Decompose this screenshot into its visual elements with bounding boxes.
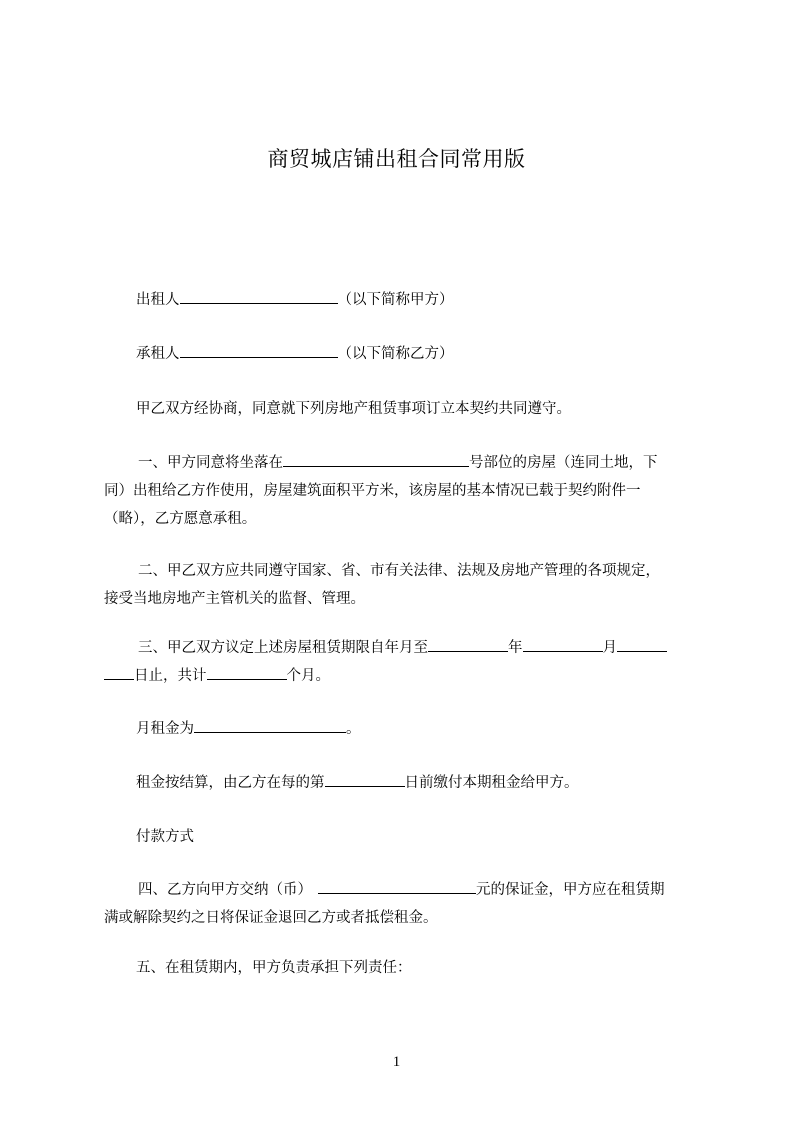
clause-3-year: 年 [508, 640, 523, 656]
lessor-label: 出租人 [136, 292, 180, 308]
clause-2-line-2: 接受当地房地产主管机关的监督、管理。 [104, 591, 365, 607]
clause-2 [104, 557, 704, 613]
clause-4-text-b: 元的保证金，甲方应在租赁期 [476, 882, 665, 898]
clause-3-months-blank[interactable] [207, 664, 287, 680]
payment-method: 付款方式 [136, 829, 194, 845]
clause-4 [104, 876, 704, 932]
clause-1 [104, 449, 704, 533]
clause-1-text-a: 一、甲方同意将坐落在 [138, 455, 283, 471]
payment-day-blank[interactable] [325, 771, 405, 787]
lessor-suffix: （以下简称甲方） [337, 292, 454, 308]
clause-3-blank-3b[interactable] [104, 664, 134, 680]
page-number: 1 [392, 1054, 401, 1070]
clause-2-line-1: 二、甲乙双方应共同遵守国家、省、市有关法律、法规及房地产管理的各项规定， [138, 563, 660, 579]
clause-4-deposit-blank[interactable] [318, 878, 476, 894]
clause-4-line-2: 满或解除契约之日将保证金退回乙方或者抵偿租金。 [104, 910, 438, 926]
payment-text-b: 日前缴付本期租金给甲方。 [404, 775, 579, 791]
clause-3-text-b: 日止，共计 [134, 668, 207, 684]
rent-label: 月租金为 [136, 721, 194, 737]
rent-end: 。 [346, 721, 361, 737]
clause-4-text-a: 四、乙方向甲方交纳（币） [138, 882, 312, 898]
payment-line [136, 769, 736, 797]
clause-1-text-b: 号部位的房屋（连同土地，下 [469, 455, 658, 471]
clause-3 [104, 634, 704, 690]
intro-paragraph: 甲乙双方经协商，同意就下列房地产租赁事项订立本契约共同遵守。 [136, 401, 571, 417]
clause-1-line-2: 同）出租给乙方作使用，房屋建筑面积平方米，该房屋的基本情况已载于契约附件一 [104, 483, 641, 499]
lessee-line [136, 340, 736, 368]
lessee-suffix: （以下简称乙方） [337, 346, 454, 362]
clause-3-text-a: 三、甲乙双方议定上述房屋租赁期限自年月至 [138, 640, 428, 656]
clause-3-blank-1[interactable] [428, 636, 508, 652]
clause-1-location-blank[interactable] [283, 451, 469, 467]
clause-3-blank-3a[interactable] [617, 636, 667, 652]
clause-1-line-3: （略），乙方愿意承租。 [104, 511, 257, 527]
lessee-label: 承租人 [136, 346, 180, 362]
clause-5: 五、在租赁期内，甲方负责承担下列责任： [136, 960, 412, 976]
lessor-blank[interactable] [180, 288, 338, 304]
lessee-blank[interactable] [180, 342, 338, 358]
payment-text-a: 租金按结算，由乙方在每的第 [136, 775, 325, 791]
rent-blank[interactable] [194, 717, 346, 733]
clause-3-month: 月 [602, 640, 617, 656]
document-title: 商贸城店铺出租合同常用版 [267, 147, 526, 171]
rent-line [136, 715, 736, 743]
clause-3-blank-2[interactable] [523, 636, 603, 652]
lessor-line [136, 286, 736, 314]
clause-3-text-c: 个月。 [286, 668, 330, 684]
